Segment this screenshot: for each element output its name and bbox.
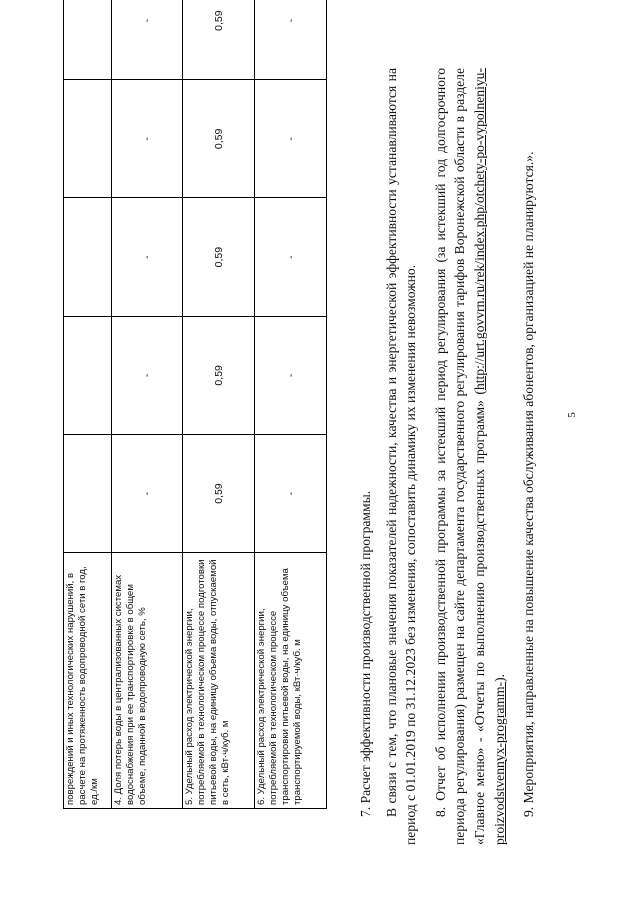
row-description: повреждений и иных технологических нарушений, в расчете на протяженность водопроводной сети в год, ед./км bbox=[64, 553, 112, 809]
section-8-paragraph bbox=[431, 68, 509, 845]
table-cell bbox=[64, 198, 112, 316]
table-row bbox=[64, 0, 112, 809]
table-row bbox=[255, 0, 327, 809]
table-cell: 0,59 bbox=[183, 0, 255, 80]
table-cell: - bbox=[255, 80, 327, 198]
table-cell: - bbox=[255, 434, 327, 552]
table-cell bbox=[64, 0, 112, 80]
table-cell: - bbox=[255, 198, 327, 316]
section-7-heading: 7. Расчет эффективности производственной программы. bbox=[358, 490, 373, 817]
reports-link[interactable]: http://urt.govvrn.ru/rek/index.php/otchety-po-vypolneniyu-proizvodstvennyx-programm- bbox=[471, 68, 507, 845]
table-cell: - bbox=[112, 316, 183, 434]
table-cell: - bbox=[112, 434, 183, 552]
section-7-paragraph: В связи с тем, что плановые значения показателей надежности, качества и энергетической эффективности устанавливаются на период с 01.01.2019 по 31.12.2023 без изменения, сопоставить динамику их изменения невозможно. bbox=[383, 68, 419, 845]
table-cell: - bbox=[112, 80, 183, 198]
section-9-paragraph: 9. Мероприятия, направленные на повышение качества обслуживания абонентов, организацией не планируются.». bbox=[521, 151, 537, 817]
table-cell: 0,59 bbox=[183, 434, 255, 552]
indicators-table bbox=[63, 0, 327, 809]
row-description: 6. Удельный расход электрической энергии, потребляемой в технологическом процессе транспортировки питьевой воды, на единицу объема транспортируемой воды, кВт·ч/куб. м bbox=[255, 553, 327, 809]
table-row bbox=[183, 0, 255, 809]
section-8-text: 8. Отчет об исполнении производственной программы за истекший период регулирования (за истекший год долгосрочного периода регулирования) размещен на сайте департамента государственного регулирования тарифов Воронежской области в разделе «Главное меню» - «Отчеты по выполнению производственных программ» ( bbox=[432, 68, 487, 845]
table-cell: 0,59 bbox=[183, 198, 255, 316]
page-number: 5 bbox=[566, 412, 578, 418]
table-row bbox=[112, 0, 183, 809]
table-cell: - bbox=[112, 0, 183, 80]
row-description: 5. Удельный расход электрической энергии, потребляемой в технологическом процессе подготовки питьевой воды, на единицу объема воды, отпускаемой в сеть, кВт·ч/куб. м bbox=[183, 553, 255, 809]
table-cell: - bbox=[255, 0, 327, 80]
table-cell bbox=[64, 80, 112, 198]
table-cell: - bbox=[112, 198, 183, 316]
section-8-text-end: ). bbox=[491, 673, 507, 682]
table-cell: - bbox=[255, 316, 327, 434]
table-cell bbox=[64, 434, 112, 552]
table-cell: 0,59 bbox=[183, 316, 255, 434]
body-text bbox=[356, 68, 539, 845]
row-description: 4. Доля потерь воды в централизованных системах водоснабжения при ее транспортировке в общем объеме, поданной в водопроводную сеть, % bbox=[112, 553, 183, 809]
table-cell bbox=[64, 316, 112, 434]
table-cell: 0,59 bbox=[183, 80, 255, 198]
